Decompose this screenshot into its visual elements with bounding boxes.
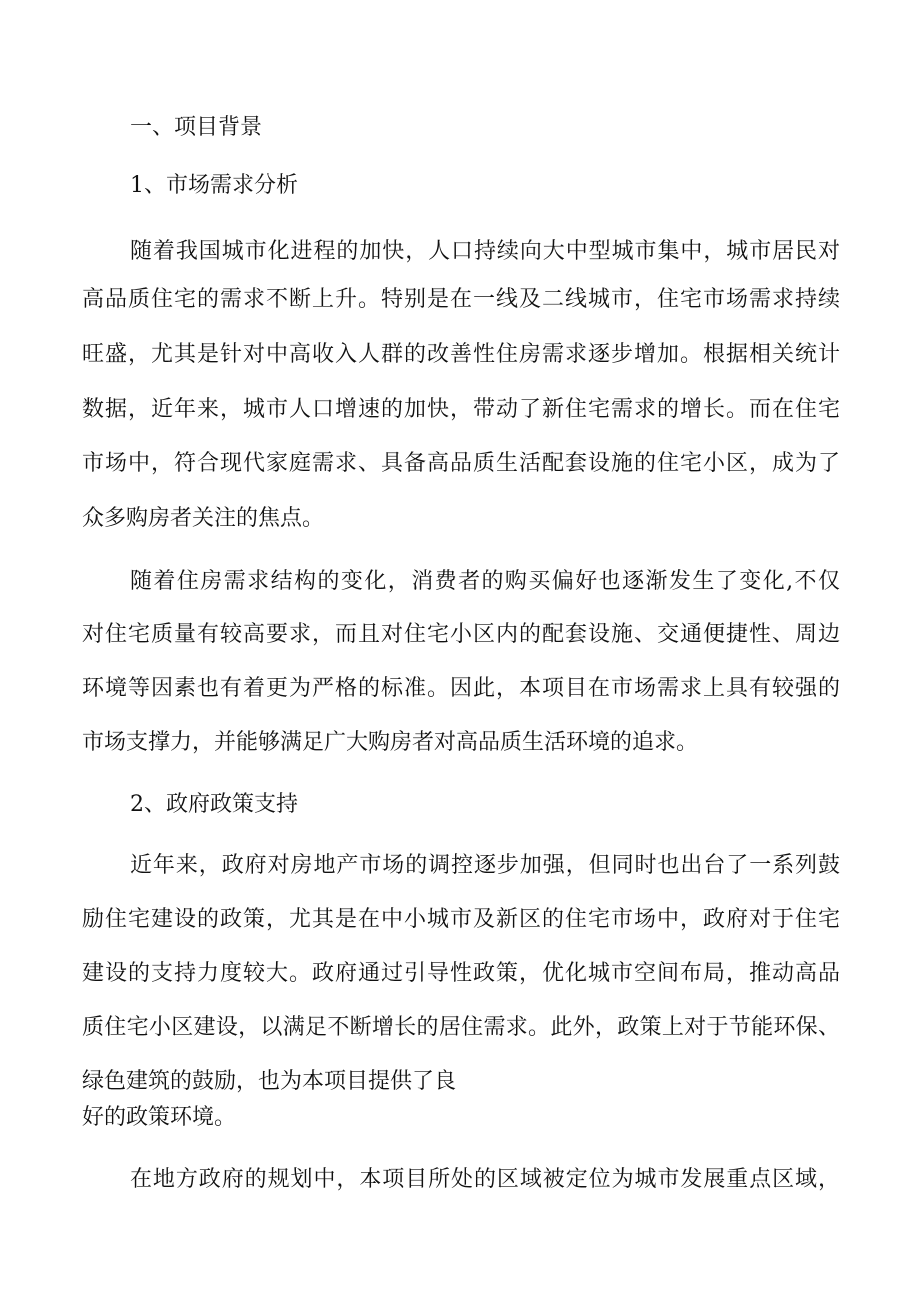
section-heading: 一、项目背景 xyxy=(130,115,263,140)
paragraph-market-demand-line: 高品质住宅的需求不断上升。特别是在一线及二线城市，住宅市场需求持续 xyxy=(82,287,840,312)
paragraph-market-demand-line: 数据，近年来，城市人口增速的加快，带动了新住宅需求的增长。而在住宅 xyxy=(82,397,840,422)
paragraph-policy-line: 励住宅建设的政策，尤其是在中小城市及新区的住宅市场中，政府对于住宅 xyxy=(82,907,840,932)
subsection-heading-policy-support: 2、政府政策支持 xyxy=(130,792,298,817)
paragraph-policy-line: 好的政策环境。 xyxy=(82,1105,237,1130)
paragraph-demand-structure-line: 环境等因素也有着更为严格的标准。因此，本项目在市场需求上具有较强的 xyxy=(82,676,840,701)
paragraph-market-demand-line: 旺盛，尤其是针对中高收入人群的改善性住房需求逐步增加。根据相关统计 xyxy=(82,342,840,367)
subsection-heading-market-demand: 1、市场需求分析 xyxy=(130,173,298,198)
paragraph-demand-structure-line: 市场支撑力，并能够满足广大购房者对高品质生活环境的追求。 xyxy=(82,730,699,755)
paragraph-demand-structure-line: 随着住房需求结构的变化，消费者的购买偏好也逐渐发生了变化,不仅 xyxy=(130,569,840,594)
paragraph-demand-structure-line: 对住宅质量有较高要求，而且对住宅小区内的配套设施、交通便捷性、周边 xyxy=(82,622,840,647)
paragraph-policy-line: 绿色建筑的鼓励，也为本项目提供了良 xyxy=(82,1069,457,1094)
paragraph-policy-line: 近年来，政府对房地产市场的调控逐步加强，但同时也出台了一系列鼓 xyxy=(130,853,840,878)
paragraph-market-demand-line: 市场中，符合现代家庭需求、具备高品质生活配套设施的住宅小区，成为了 xyxy=(82,451,840,476)
paragraph-market-demand-line: 随着我国城市化进程的加快，人口持续向大中型城市集中，城市居民对 xyxy=(130,239,840,264)
paragraph-policy-line: 建设的支持力度较大。政府通过引导性政策，优化城市空间布局，推动高品 xyxy=(82,961,840,986)
paragraph-policy-line: 质住宅小区建设，以满足不断增长的居住需求。此外，政策上对于节能环保、 xyxy=(82,1015,840,1040)
paragraph-local-planning-line: 在地方政府的规划中，本项目所处的区域被定位为城市发展重点区域， xyxy=(130,1167,840,1192)
paragraph-market-demand-line: 众多购房者关注的焦点。 xyxy=(82,506,325,531)
